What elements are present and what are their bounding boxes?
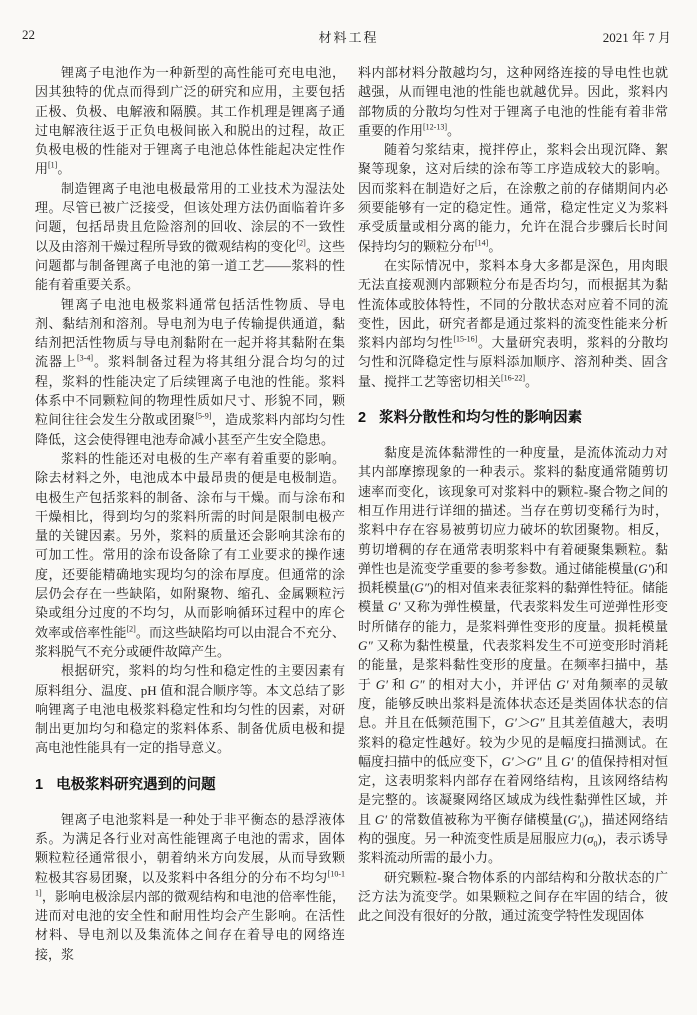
article-body — [0, 49, 697, 964]
paragraph: 料内部材料分散越均匀，这种网络连接的导电性也就越强，从而锂电池的性能也就越优异。因此，浆料内部物质的分散均匀性对于锂离子电池的性能有着非常重要的作用[12-13]。 — [358, 65, 668, 138]
citation-reference: [1] — [48, 161, 58, 171]
page-header — [0, 0, 697, 49]
math-symbol: σ — [587, 830, 594, 846]
paragraph: 随着匀浆结束，搅拌停止，浆料会出现沉降、絮聚等现象，这对后续的涂布等工序造成较大的影响。因而浆料在制造好之后，在涂敷之前的存储期间内必须要能够有一定的稳定性。通常，稳定性定义为浆料承受质量或相分离的能力，允许在混合步骤后长时间保持均匀的颗粒分布[14]。 — [358, 142, 668, 254]
paragraph: 黏度是流体黏滞性的一种度量，是流体流动力对其内部摩擦现象的一种表示。浆料的黏度通常随剪切速率而变化，该现象可对浆料中的颗粒-聚合物之间的相互作用进行详细的描述。当存在剪切变稀行为时，浆料中存在容易被剪切应力破坏的软团聚物。相反，剪切增稠的存在通常表明浆料中有着硬聚集颗粒。黏弹性也是流变学重要的参考参数。通过储能模量(G′)和损耗模量(G″)的相对值来表征浆料的黏弹性特征。储能模量 G′ 又称为弹性模量，代表浆料发生可逆弹性形变时所储存的能力，是浆料弹性变形的度量。损耗模量 G″ 又称为黏性模量，代表浆料发生不可逆变形时消耗的能量，是浆料黏性变形的度量。在频率扫描中，基于 G′ 和 G″ 的相对大小，并评估 G′ 对角频率的灵敏度，能够反映出浆料是流体状态还是类固体状态的信息。并且在低频范围下，G′＞G″ 且其差值越大，表明浆料的稳定性越好。较为少见的是幅度扫描测试。在幅度扫描中的低应变下，G′＞G″ 且 G′ 的值保持相对恒定，这表明浆料内部存在着网络结构，且该网络结构是完整的。该凝聚网络区域成为线性黏弹性区域，并且 G′ 的常数值被称为平衡存储模量$(G'_0)$，描述网络结构的强度。另一种流变性质是屈服应力$(\sigma_0)$，表示诱导浆料流动所需的最小力。 — [358, 445, 668, 866]
section-heading — [35, 775, 345, 795]
math-symbol: G′ — [374, 811, 388, 827]
paragraph: 浆料的性能还对电极的生产率有着重要的影响。除去材料之外，电池成本中最昂贵的便是电极制造。电极生产包括浆料的制备、涂布与干燥。而与涂布和干燥相比，得到均匀的浆料所需的时间是限制电极产量的关键因素。另外，浆料的质量还会影响其涂布的可加工性。常用的涂布设备除了有工业要求的操作速度，还要能精确地实现均匀的涂布厚度。但通常的涂层仍会存在一些缺陷，如附聚物、缩孔、金属颗粒污染或组分过度的不均匀，从而影响循环过程中的库仑效率或倍率性能[2]。而这些缺陷均可以由混合不充分、浆料脱气不充分或硬件故障产生。 — [35, 450, 345, 659]
citation-reference: [12-13] — [423, 122, 448, 132]
journal-title: 材料工程 — [318, 30, 379, 45]
citation-reference: [10-11] — [35, 869, 345, 898]
subscript: 0 — [593, 839, 598, 849]
paragraph: 锂离子电池电极浆料通常包括活性物质、导电剂、黏结剂和溶剂。导电剂为电子传输提供通道，黏结剂把活性物质与导电剂黏附在一起并将其黏附在集流器上[3-4]。浆料制备过程为将其组分混合均匀的过程，浆料的性能决定了后续锂离子电池的性能。浆料体系中不同颗粒间的物理性质如尺寸、形貌不同，颗粒间往往会发生分散或团聚[5-9]，造成浆料内部均匀性降低，这会使得锂电池寿命减小甚至产生安全隐患。 — [35, 296, 345, 447]
section-title: 电极浆料研究遇到的问题 — [56, 776, 216, 793]
math-symbol: G″ — [409, 676, 425, 692]
section-number: 2 — [358, 410, 367, 427]
paragraph: 锂离子电池浆料是一种处于非平衡态的悬浮液体系。为满足各行业对高性能锂离子电池的需求，固体颗粒粒径通常很小，朝着纳米方向发展，从而导致颗粒极其容易团聚，以及浆料中各组分的分布不均匀[10-11]，影响电极涂层内部的微观结构和电池的倍率性能，进而对电池的安全性和耐用性均会产生影响。在活性材料、导电剂以及集流体之间存在着导电的网络连接，浆 — [35, 811, 345, 962]
math-symbol: G′ — [375, 676, 388, 692]
math-symbol: G′ — [561, 753, 574, 769]
citation-reference: [2] — [126, 624, 136, 634]
math-symbol: G′＞G″ — [501, 753, 542, 769]
math-symbol: G′ — [638, 560, 651, 576]
citation-reference: [2] — [296, 238, 306, 248]
right-column — [358, 63, 668, 964]
paragraph: 研究颗粒-聚合物体系的内部结构和分散状态的广泛方法为流变学。如果颗粒之间存在牢固的结合，彼此之间没有很好的分散，通过流变学特性发现固体 — [358, 869, 668, 924]
citation-reference: [16-22] — [501, 373, 526, 383]
section-title: 浆料分散性和均匀性的影响因素 — [379, 410, 583, 427]
paragraph: 根据研究，浆料的均匀性和稳定性的主要因素有原料组分、温度、pH 值和混合顺序等。本文总结了影响锂离子电池电极浆料稳定性和均匀性的因素，对研制出更加均匀和稳定的浆料体系、制备优质电极和提高电池性能具有一定的指导意义。 — [35, 663, 345, 756]
paragraph: 锂离子电池作为一种新型的高性能可充电电池，因其独特的优点而得到广泛的研究和应用，主要包括正极、负极、电解液和隔膜。其工作机理是锂离子通过电解液往返于正负电极间嵌入和脱出的过程，故正负极电极的性能对于锂离子电池总体性能起决定性作用[1]。 — [35, 65, 345, 177]
math-symbol: G″ — [358, 638, 373, 654]
math-symbol: G′ — [556, 676, 569, 692]
math-symbol: G′ — [387, 599, 401, 615]
issue-date: 2021 年 7 月 — [602, 30, 671, 45]
page-number: 22 — [22, 27, 35, 42]
citation-reference: [15-16] — [453, 334, 478, 344]
paragraph: 制造锂离子电池电极最常用的工业技术为湿法处理。尽管已被广泛接受，但该处理方法仍面临着许多问题，包括昂贵且危险溶剂的回收、涂层的不一致性以及由溶剂干燥过程所导致的微观结构的变化[2]。这些问题都与制备锂离子电池的第一道工艺——浆料的性能有着重要关系。 — [35, 180, 345, 293]
citation-reference: [3-4] — [77, 354, 93, 364]
math-symbol: G″ — [414, 580, 430, 596]
section-number: 1 — [35, 776, 44, 793]
math-symbol: G′ — [567, 811, 580, 827]
section-heading — [358, 408, 668, 428]
citation-reference: [5-9] — [195, 412, 212, 422]
left-column — [35, 63, 345, 964]
citation-reference: [14] — [475, 238, 489, 248]
paragraph: 在实际情况中，浆料本身大多都是深色，用肉眼无法直接观测内部颗粒分布是否均匀，而根据其为黏性流体或胶体特性，不同的分散状态对应着不同的流变性，因此，研究者都是通过浆料的流变性能来分析浆料内部均匀性[15-16]。大量研究表明，浆料的分散均匀性和沉降稳定性与原料添加顺序、溶剂种类、固含量、搅拌工艺等密切相关[16-22]。 — [358, 257, 668, 389]
subscript: 0 — [579, 820, 584, 830]
math-symbol: G′＞G″ — [504, 715, 545, 731]
